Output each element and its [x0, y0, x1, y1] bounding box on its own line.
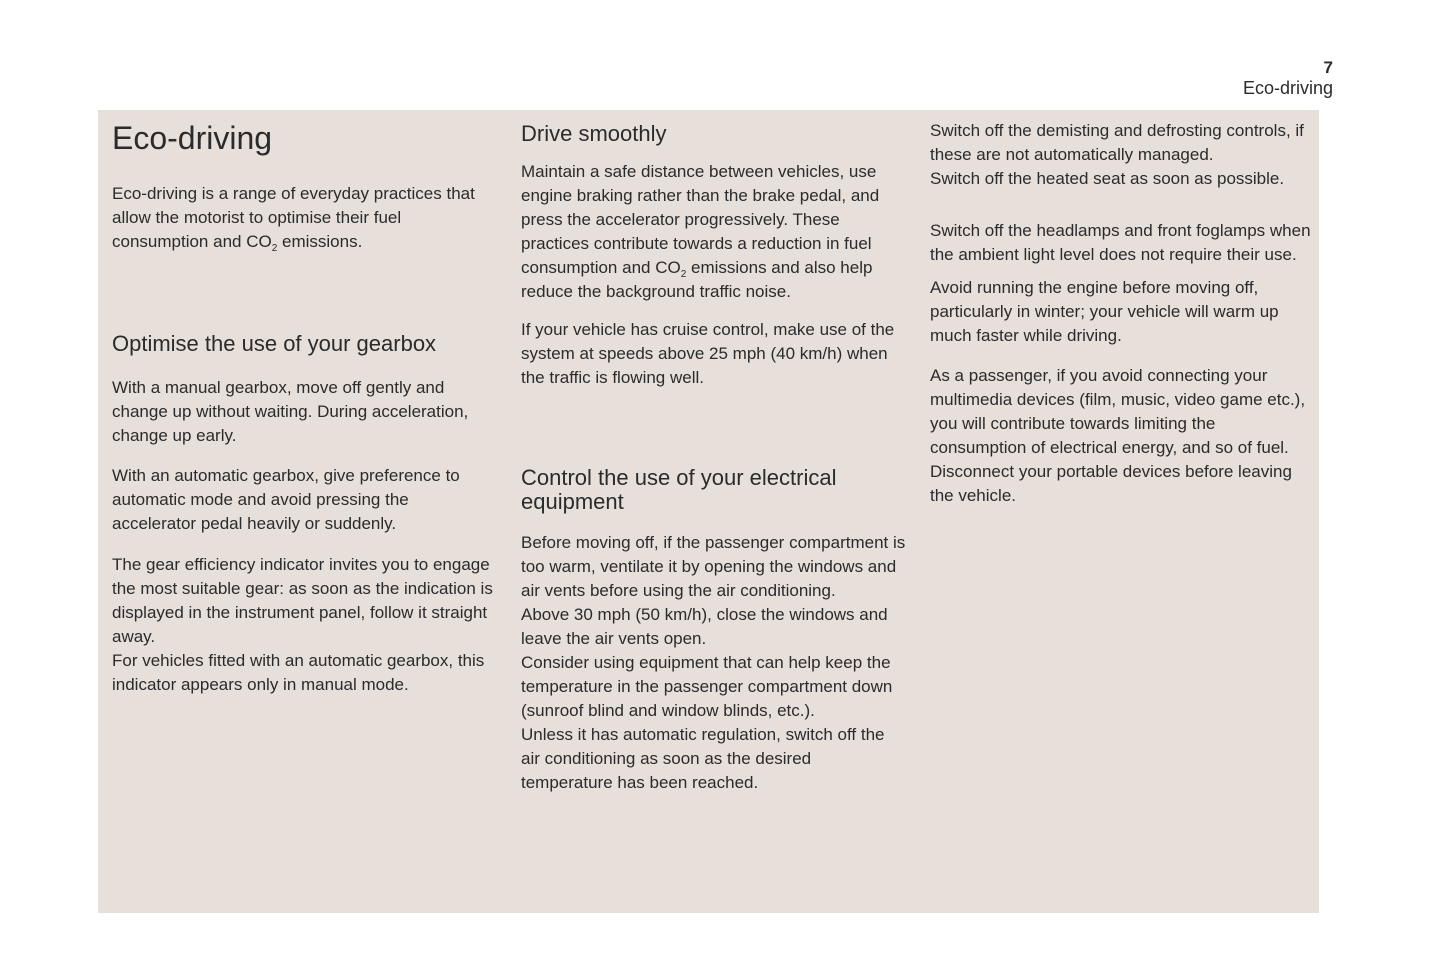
gearbox-manual-paragraph: With a manual gearbox, move off gently and change up without waiting. During acceleration, change up early. [112, 378, 469, 445]
electrical-line-speed: Above 30 mph (50 km/h), close the windows and leave the air vents open. [521, 605, 888, 648]
demisting-line: Switch off the demisting and defrosting controls, if these are not automatically managed. [930, 121, 1304, 164]
engine-warmup-paragraph: Avoid running the engine before moving off, particularly in winter; your vehicle will warm up much faster while driving. [930, 278, 1279, 345]
electrical-line-equipment: Consider using equipment that can help keep the temperature in the passenger compartment down (sunroof blind and window blinds, etc.). [521, 653, 893, 720]
column-middle [521, 110, 906, 795]
page-number: 7 [1323, 58, 1333, 77]
electrical-heading: Control the use of your electrical equipment [521, 465, 837, 514]
cruise-control-paragraph: If your vehicle has cruise control, make use of the system at speeds above 25 mph (40 km/h) when the traffic is flowing well. [521, 320, 895, 387]
drive-subscript: 2 [680, 269, 687, 280]
intro-paragraph [112, 182, 497, 254]
drive-smoothly-paragraph [521, 160, 906, 304]
drive-text-end: emissions and also help reduce the background traffic noise. [521, 258, 873, 301]
gearbox-heading: Optimise the use of your gearbox [112, 331, 437, 356]
drive-text: Maintain a safe distance between vehicles, use engine braking rather than the brake pedal, and press the accelerator progressively. These practices contribute towards a reduction in fuel consumption and CO [521, 162, 880, 277]
running-section-title: Eco-driving [1242, 78, 1333, 98]
page-header [1243, 58, 1333, 99]
content-panel [98, 110, 1319, 913]
gearbox-automatic-paragraph: With an automatic gearbox, give preference to automatic mode and avoid pressing the accelerator pedal heavily or suddenly. [112, 466, 460, 533]
headlamps-paragraph: Switch off the headlamps and front foglamps when the ambient light level does not require their use. [930, 221, 1311, 264]
electrical-line-ventilate: Before moving off, if the passenger compartment is too warm, ventilate it by opening the windows and air vents before using the air conditioning. [521, 533, 906, 600]
disconnect-devices-line: Disconnect your portable devices before leaving the vehicle. [930, 462, 1292, 505]
column-left [112, 110, 497, 697]
passenger-devices-paragraph: As a passenger, if you avoid connecting your multimedia devices (film, music, video game etc.), you will contribute towards limiting the consumption of electrical energy, and so of fuel. [930, 366, 1306, 457]
gear-indicator-paragraph: The gear efficiency indicator invites you to engage the most suitable gear: as soon as the indication is displayed in the instrument panel, follow it straight away. [112, 555, 493, 646]
gear-indicator-note: For vehicles fitted with an automatic gearbox, this indicator appears only in manual mode. [112, 651, 485, 694]
intro-text-end: emissions. [277, 232, 363, 251]
electrical-line-air-conditioning: Unless it has automatic regulation, switch off the air conditioning as soon as the desired temperature has been reached. [521, 725, 885, 792]
page-title: Eco-driving [112, 120, 273, 156]
intro-text: Eco-driving is a range of everyday practices that allow the motorist to optimise their fuel consumption and CO [112, 184, 475, 251]
column-right [930, 110, 1315, 508]
intro-subscript: 2 [271, 243, 278, 254]
heated-seat-line: Switch off the heated seat as soon as possible. [930, 169, 1285, 188]
drive-smoothly-heading: Drive smoothly [521, 121, 667, 146]
